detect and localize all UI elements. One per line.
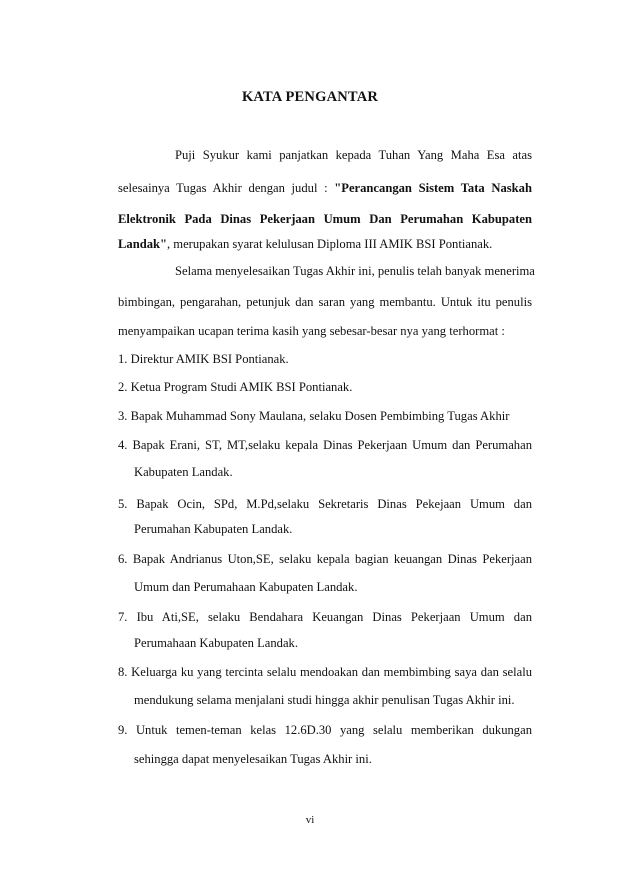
paragraph1-line3	[118, 211, 532, 227]
list-item-4-line1: 4. Bapak Erani, ST, MT,selaku kepala Dinas Pekerjaan Umum dan Perumahan	[118, 438, 532, 452]
paragraph1-line4	[118, 236, 532, 252]
list-item-4-line2: Kabupaten Landak.	[134, 465, 233, 479]
paragraph2-line1: Selama menyelesaikan Tugas Akhir ini, penulis telah banyak menerima	[175, 264, 535, 278]
page-number: vi	[305, 814, 315, 826]
thesis-title-part2: Elektronik Pada Dinas Pekerjaan Umum Dan Perumahan Kabupaten	[118, 212, 532, 226]
list-item-6-line1: 6. Bapak Andrianus Uton,SE, selaku kepala bagian keuangan Dinas Pekerjaan	[118, 552, 532, 566]
paragraph1-line1: Puji Syukur kami panjatkan kepada Tuhan Yang Maha Esa atas	[175, 148, 532, 162]
paragraph2-line2: bimbingan, pengarahan, petunjuk dan saran yang membantu. Untuk itu penulis	[118, 295, 532, 309]
list-item-3: 3. Bapak Muhammad Sony Maulana, selaku Dosen Pembimbing Tugas Akhir	[118, 409, 510, 423]
paragraph2-line3: menyampaikan ucapan terima kasih yang sebesar-besar nya yang terhormat :	[118, 324, 505, 338]
paragraph1-line2	[118, 180, 532, 196]
page-title: KATA PENGANTAR	[241, 89, 379, 105]
thesis-title-part3: Landak"	[118, 237, 167, 251]
list-item-8-line1: 8. Keluarga ku yang tercinta selalu mendoakan dan membimbing saya dan selalu	[118, 665, 532, 679]
list-item-5-line2: Perumahan Kabupaten Landak.	[134, 522, 293, 536]
paragraph1-line2-plain: selesainya Tugas Akhir dengan judul :	[118, 181, 335, 195]
list-item-6-line2: Umum dan Perumahaan Kabupaten Landak.	[134, 580, 358, 594]
list-item-7-line2: Perumahaan Kabupaten Landak.	[134, 636, 299, 650]
list-item-7-line1: 7. Ibu Ati,SE, selaku Bendahara Keuangan Dinas Pekerjaan Umum dan	[118, 610, 532, 624]
list-item-2: 2. Ketua Program Studi AMIK BSI Pontianak.	[118, 380, 353, 394]
list-item-8-line2: mendukung selama menjalani studi hingga akhir penulisan Tugas Akhir ini.	[134, 693, 515, 707]
list-item-9-line1: 9. Untuk temen-teman kelas 12.6D.30 yang selalu memberikan dukungan	[118, 723, 532, 737]
list-item-5-line1: 5. Bapak Ocin, SPd, M.Pd,selaku Sekretaris Dinas Pekejaan Umum dan	[118, 497, 532, 511]
list-item-1: 1. Direktur AMIK BSI Pontianak.	[118, 352, 289, 366]
thesis-title-part1: "Perancangan Sistem Tata Naskah	[334, 181, 532, 195]
paragraph1-line4-plain: , merupakan syarat kelulusan Diploma III AMIK BSI Pontianak.	[167, 237, 493, 251]
list-item-9-line2: sehingga dapat menyelesaikan Tugas Akhir ini.	[134, 752, 372, 766]
